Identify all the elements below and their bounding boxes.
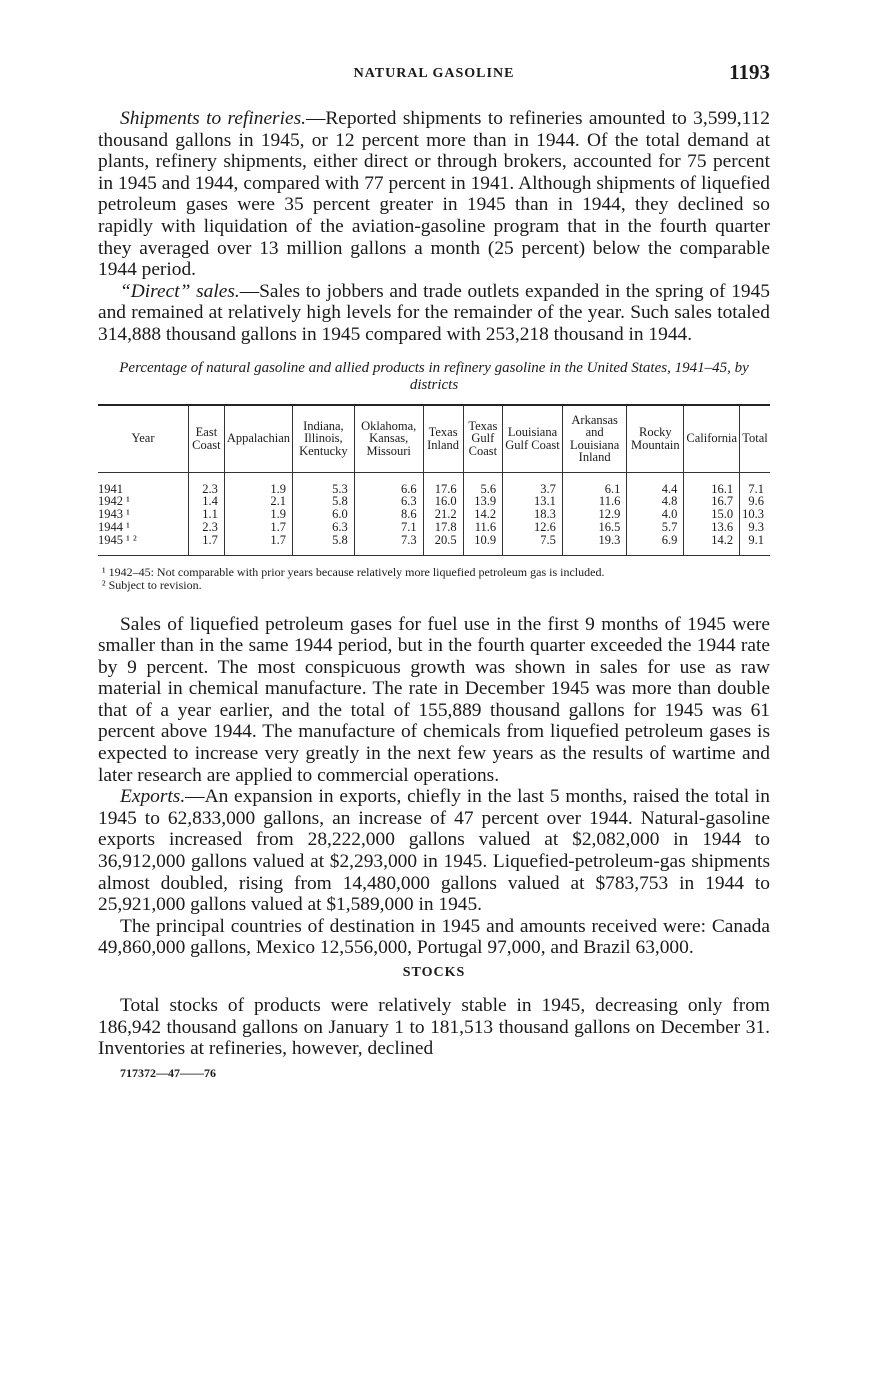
value-cell: 4.8	[627, 495, 684, 508]
value-cell: 1.7	[224, 521, 292, 534]
value-cell: 5.8	[293, 495, 355, 508]
paragraph-shipments	[98, 108, 770, 281]
paragraph-lead: Exports.	[120, 786, 186, 808]
value-cell: 6.1	[562, 472, 626, 495]
footnote-2: ² Subject to revision.	[102, 577, 202, 592]
paragraph-lead: “Direct” sales.	[120, 280, 240, 302]
value-cell: 6.0	[293, 508, 355, 521]
column-header: California	[684, 405, 740, 473]
column-header: Appalachian	[224, 405, 292, 473]
running-head: NATURAL GASOLINE	[353, 66, 515, 81]
section-heading-stocks: STOCKS	[402, 965, 466, 981]
column-header: Total	[740, 405, 770, 473]
value-cell: 6.3	[293, 521, 355, 534]
value-cell: 11.6	[562, 495, 626, 508]
year-cell: 1944 ¹	[98, 519, 130, 534]
year-cell: 1942 ¹	[98, 494, 130, 509]
year-cell: 1945 ¹ ²	[98, 534, 189, 555]
value-cell: 12.9	[562, 508, 626, 521]
year-cell: 1943 ¹	[98, 507, 130, 522]
value-cell: 5.6	[463, 472, 503, 495]
table-header-row	[98, 405, 770, 473]
value-cell: 13.1	[503, 495, 563, 508]
value-cell: 6.9	[627, 534, 684, 555]
value-cell: 1.1	[189, 508, 225, 521]
value-cell: 6.6	[354, 472, 423, 495]
value-cell: 13.6	[684, 521, 740, 534]
column-header: Texas Gulf Coast	[463, 405, 503, 473]
value-cell: 5.8	[293, 534, 355, 555]
value-cell: 9.6	[740, 495, 770, 508]
document-page	[98, 60, 770, 1081]
value-cell: 13.9	[463, 495, 503, 508]
value-cell: 17.6	[423, 472, 463, 495]
value-cell: 21.2	[423, 508, 463, 521]
column-header: East Coast	[189, 405, 225, 473]
value-cell: 1.7	[189, 534, 225, 555]
paragraph-exports	[98, 786, 770, 916]
value-cell: 2.1	[224, 495, 292, 508]
column-header: Louisiana Gulf Coast	[503, 405, 563, 473]
value-cell: 5.3	[293, 472, 355, 495]
value-cell: 16.7	[684, 495, 740, 508]
value-cell: 4.4	[627, 472, 684, 495]
value-cell: 14.2	[684, 534, 740, 555]
value-cell: 18.3	[503, 508, 563, 521]
value-cell: 16.5	[562, 521, 626, 534]
column-header: Indiana, Illinois, Kentucky	[293, 405, 355, 473]
value-cell: 10.9	[463, 534, 503, 555]
value-cell: 17.8	[423, 521, 463, 534]
value-cell: 1.9	[224, 508, 292, 521]
value-cell: 7.5	[503, 534, 563, 555]
value-cell: 16.1	[684, 472, 740, 495]
value-cell: 7.1	[740, 472, 770, 495]
table-body	[98, 472, 770, 555]
value-cell: 9.1	[740, 534, 770, 555]
paragraph-text: —Reported shipments to refineries amounted to 3,599,112 thousand gallons in 1945, or 12 percent more than in 1944. Of the total demand at plants, refinery shipments, either direct or through brokers, accounted for 75 percent in 1945 and 1944, compared with 77 percent in 1941. Although shipments of liquefied petroleum gases were 35 percent greater in 1945 than in 1944, they declined so rapidly with liquidation of the aviation-gasoline program that in the fourth quarter they averaged over 13 million gallons a month (25 percent) below the comparable 1944 period.	[98, 108, 770, 281]
column-header: Oklahoma, Kansas, Missouri	[354, 405, 423, 473]
paragraph-text: —An expansion in exports, chiefly in the last 5 months, raised the total in 1945 to 62,833,000 gallons, an increase of 47 percent over 1944. Natural-gasoline exports increased from 28,222,000 gallons valued at $2,082,000 in 1944 to 36,912,000 gallons valued at $2,293,000 in 1945. Liquefied-petroleum-gas shipments almost doubled, rising from 14,480,000 gallons valued at $783,753 in 1944 to 25,921,000 gallons valued at $1,589,000 in 1945.	[98, 786, 770, 916]
paragraph-lpg-sales: Sales of liquefied petroleum gases for fuel use in the first 9 months of 1945 were smaller than in the same 1944 period, but in the fourth quarter exceeded the 1944 rate by 9 percent. The most conspicuous growth was shown in sales for use as raw material in chemical manufacture. The rate in December 1945 was more than double that of a year earlier, and the total of 155,889 thousand gallons for 1945 was 61 percent above 1944. The manufacture of chemicals from liquefied petroleum gases is expected to increase very greatly in the next few years as the results of wartime and later research are applied to commercial operations.	[98, 613, 770, 786]
value-cell: 1.9	[224, 472, 292, 495]
column-header: Arkansas and Louisiana Inland	[562, 405, 626, 473]
value-cell: 16.0	[423, 495, 463, 508]
value-cell: 4.0	[627, 508, 684, 521]
table-footnotes	[98, 566, 770, 592]
value-cell: 10.3	[740, 508, 770, 521]
table-row	[98, 534, 770, 555]
value-cell: 8.6	[354, 508, 423, 521]
page-header	[98, 60, 770, 90]
value-cell: 6.3	[354, 495, 423, 508]
value-cell: 12.6	[503, 521, 563, 534]
districts-table	[98, 404, 770, 556]
footnote-1: ¹ 1942–45: Not comparable with prior years because relatively more liquefied petroleum gas is included.	[102, 564, 605, 579]
table-row	[98, 508, 770, 521]
value-cell: 5.7	[627, 521, 684, 534]
page-number: 1193	[729, 60, 770, 84]
value-cell: 14.2	[463, 508, 503, 521]
column-header: Texas Inland	[423, 405, 463, 473]
value-cell: 11.6	[463, 521, 503, 534]
paragraph-stocks: Total stocks of products were relatively stable in 1945, decreasing only from 186,942 thousand gallons on January 1 to 181,513 thousand gallons on December 31. Inventories at refineries, however, declined	[98, 995, 770, 1060]
value-cell: 9.3	[740, 521, 770, 534]
value-cell: 7.3	[354, 534, 423, 555]
paragraph-lead: Shipments to refineries.	[120, 108, 306, 129]
value-cell: 2.3	[189, 521, 225, 534]
value-cell: 1.7	[224, 534, 292, 555]
value-cell: 15.0	[684, 508, 740, 521]
print-imprint: 717372—47——76	[120, 1065, 216, 1080]
column-header: Year	[98, 405, 189, 473]
paragraph-destinations: The principal countries of destination in 1945 and amounts received were: Canada 49,860,000 gallons, Mexico 12,556,000, Portugal 97,000, and Brazil 63,000.	[98, 915, 770, 959]
paragraph-direct-sales	[98, 281, 770, 346]
paragraph-text: —Sales to jobbers and trade outlets expanded in the spring of 1945 and remained at relatively high levels for the remainder of the year. Such sales totaled 314,888 thousand gallons in 1945 compared with 253,218 thousand in 1944.	[98, 280, 770, 345]
value-cell: 19.3	[562, 534, 626, 555]
table-caption: Percentage of natural gasoline and allied products in refinery gasoline in the United States, 1941–45, by districts	[119, 359, 749, 393]
year-cell: 1941	[98, 481, 123, 496]
value-cell: 1.4	[189, 495, 225, 508]
column-header: Rocky Mountain	[627, 405, 684, 473]
table-row	[98, 472, 770, 495]
table-row	[98, 521, 770, 534]
value-cell: 3.7	[503, 472, 563, 495]
value-cell: 2.3	[189, 472, 225, 495]
value-cell: 20.5	[423, 534, 463, 555]
value-cell: 7.1	[354, 521, 423, 534]
